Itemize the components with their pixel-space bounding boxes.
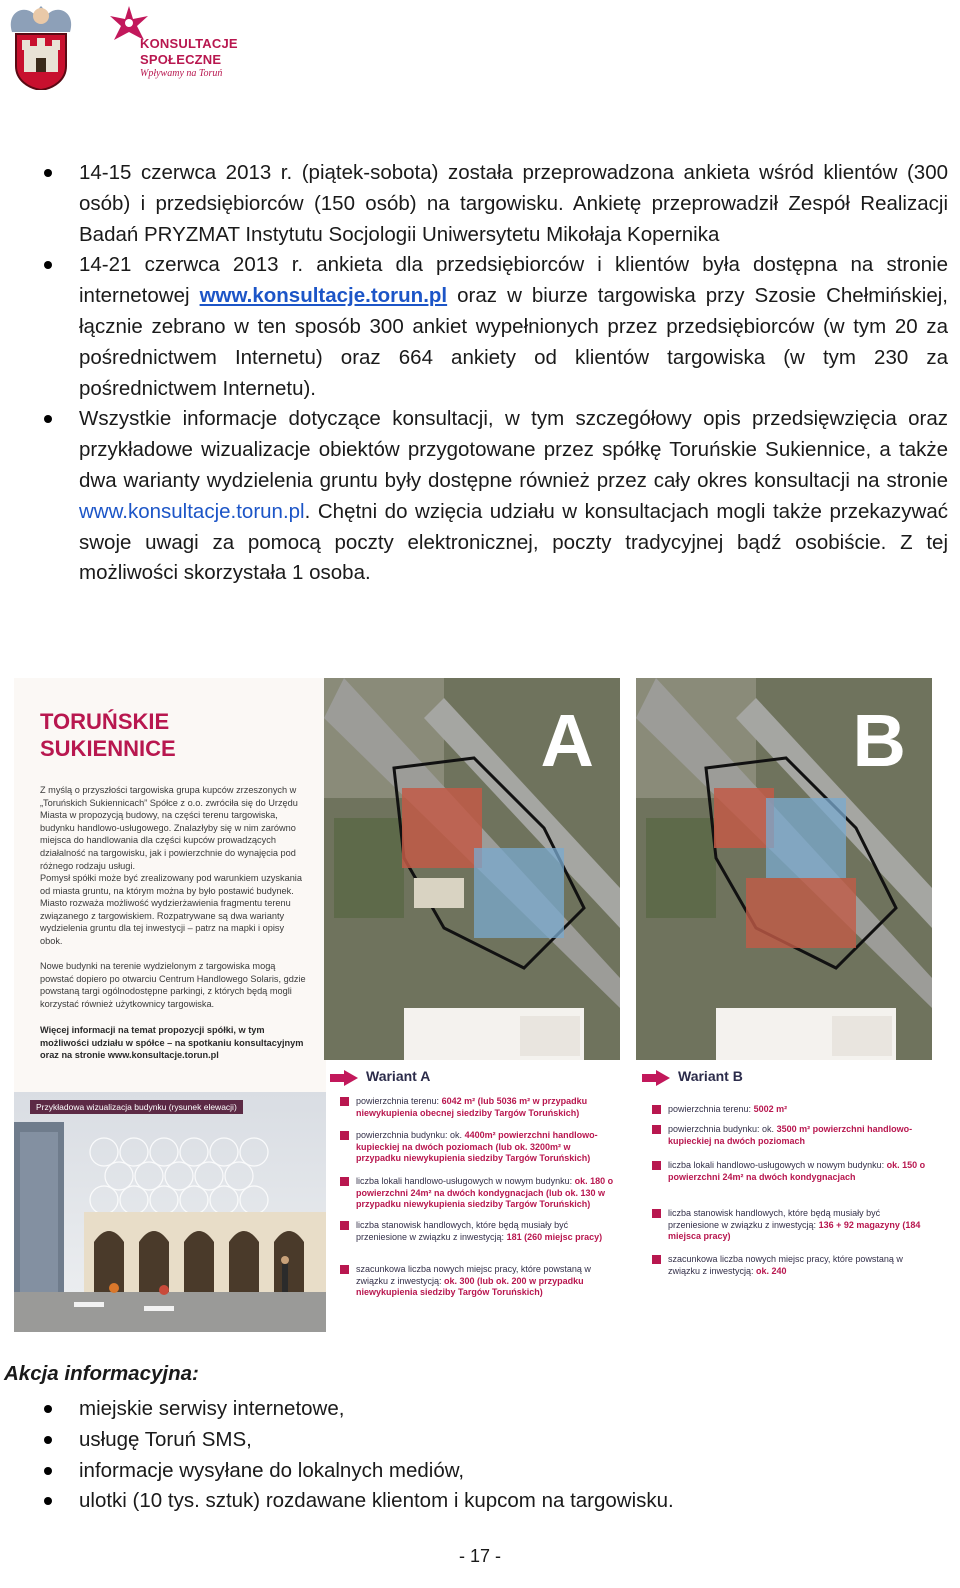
variant-b-title: Wariant B xyxy=(678,1068,743,1084)
bullet-text: ulotki (10 tys. sztuk) rozdawane klientom i kupcom na targowisku. xyxy=(79,1489,674,1513)
item-value: 5002 m² xyxy=(753,1104,788,1114)
bullet-icon xyxy=(44,1405,52,1413)
item-label: liczba lokali handlowo-usługowych w nowym budynku: xyxy=(356,1176,575,1186)
bullet-icon xyxy=(44,1467,52,1475)
variant-b-item xyxy=(668,1254,928,1277)
konsultacje-link[interactable]: www.konsultacje.torun.pl xyxy=(79,499,305,523)
torun-crest-icon xyxy=(4,2,78,90)
variant-a-map xyxy=(324,678,620,1060)
variant-b-item xyxy=(668,1208,928,1243)
variant-a-title: Wariant A xyxy=(366,1068,431,1084)
square-bullet-icon xyxy=(340,1097,349,1106)
item-label: powierzchnia terenu: xyxy=(668,1104,754,1114)
variant-b-item xyxy=(668,1104,928,1116)
bullet-text: 14-21 czerwca 2013 r. ankieta dla przedsiębiorców i klientów była dostępna na stronie internetowej xyxy=(79,253,948,308)
page-header xyxy=(0,0,960,100)
section-heading: Akcja informacyjna: xyxy=(4,1362,199,1385)
leaflet-left-panel xyxy=(14,678,326,1332)
item-label: szacunkowa liczba nowych miejsc pracy, które powstaną w związku z inwestycją: xyxy=(356,1264,591,1286)
logo-title-line1: KONSULTACJE xyxy=(140,36,238,51)
square-bullet-icon xyxy=(652,1209,661,1218)
page-number: - 17 - xyxy=(458,1546,501,1566)
square-bullet-icon xyxy=(340,1265,349,1274)
bullet-icon xyxy=(44,261,52,269)
item-label: powierzchnia terenu: xyxy=(356,1096,442,1106)
bullet-text: oraz w biurze targowiska przy Szosie Chełmińskiej, łącznie zebrano w ten sposób 300 ankiet wypełnionych przez przedsiębiorców (w tym 20 za pośrednictwem Internetu) oraz 664 ankiety od klientów targowiska (w tym 230 za pośrednictwem Internetu). xyxy=(79,284,949,400)
list-item xyxy=(0,1456,960,1487)
leaflet-title xyxy=(40,708,176,762)
list-item xyxy=(0,404,960,589)
leaflet-paragraph: Z myślą o przyszłości targowiska grupa kupców zrzeszonych w „Toruńskich Sukiennicach” Spółce z o.o. zwróciła się do Urzędu Miasta w propozycją budowy, na części terenu targowiska, budynku handlowo-usługowego. Znalazłyby się w nim zarówno miejsca do handlowania dla części kupców prowadzących działalność na targowisku, jak i powierzchnie do wynajęcia pod różnego rodzaju usługi. xyxy=(40,785,298,871)
variant-b-item xyxy=(668,1160,928,1183)
building-visualization xyxy=(14,1092,326,1332)
item-label: szacunkowa liczba nowych miejsc pracy, które powstaną w związku z inwestycją: xyxy=(668,1254,903,1276)
variant-b-item xyxy=(668,1124,928,1147)
item-value: ok. 240 xyxy=(756,1265,787,1276)
bullet-icon xyxy=(44,1436,52,1444)
variant-b-map xyxy=(636,678,932,1060)
item-value: 4400m² powierzchni handlowo-kupieckiej na dwóch poziomach (lub ok. 3200m² w przypadku niewykupienia siedziby Targów Toruńskich) xyxy=(356,1130,598,1164)
list-item xyxy=(0,1486,960,1517)
konsultacje-logo xyxy=(106,4,246,84)
variant-b-letter: B xyxy=(852,699,906,782)
item-value: ok. 180 o powierzchni 24m² na dwóch kondygnacjach (lub ok. 130 w przypadku niewykupienia siedziby Targów Toruńskich) xyxy=(356,1176,614,1210)
bullet-text: . Chętni do wzięcia udziału w konsultacjach mogli także przekazywać swoje uwagi za pomocą poczty elektronicznej, poczty tradycyjnej bądź osobiście. Z tej możliwości skorzystała 1 osoba. xyxy=(79,499,948,585)
bullet-icon xyxy=(44,169,52,177)
consultation-description xyxy=(0,158,960,589)
item-label: liczba stanowisk handlowych, które będą musiały być przeniesione w związku z inwestycją: xyxy=(668,1208,881,1230)
variant-b-details xyxy=(636,1068,932,1332)
variant-a-item xyxy=(356,1176,616,1211)
leaflet-more-info: Więcej informacji na temat propozycji spółki, w tym możliwości udziału w spółce – na spotkaniu konsultacyjnym oraz na stronie www.konsultacje.torun.pl xyxy=(40,1025,304,1061)
leaflet-title-line1: TORUŃSKIE xyxy=(40,709,170,734)
list-item xyxy=(0,1425,960,1456)
item-value: 181 (260 miejsc pracy) xyxy=(506,1231,603,1242)
arrow-right-icon xyxy=(330,1070,358,1086)
logo-tagline: Wpływamy na Toruń xyxy=(140,68,223,79)
variant-a-item xyxy=(356,1220,616,1243)
logo-title-line2: SPOŁECZNE xyxy=(140,52,222,67)
bullet-text: informacje wysyłane do lokalnych mediów, xyxy=(79,1458,465,1482)
list-item xyxy=(0,158,960,250)
variant-a-details xyxy=(324,1068,620,1332)
variant-a-letter: A xyxy=(540,699,594,782)
item-label: powierzchnia budynku: ok. xyxy=(668,1124,777,1134)
bullet-icon xyxy=(44,415,52,423)
bullet-text: 14-15 czerwca 2013 r. (piątek-sobota) została przeprowadzona ankieta wśród klientów (300 osób) i przedsiębiorców (150 osób) na targowisku. Ankietę przeprowadził Zespół Realizacji Badań PRYZMAT Instytutu Socjologii Uniwersytetu Mikołaja Kopernika xyxy=(79,161,948,246)
list-item xyxy=(0,1394,960,1425)
square-bullet-icon xyxy=(652,1125,661,1134)
square-bullet-icon xyxy=(652,1161,661,1170)
bullet-text: miejskie serwisy internetowe, xyxy=(79,1397,345,1420)
item-value: 3500 m² powierzchni handlowo-kupieckiej na dwóch poziomach xyxy=(668,1124,913,1146)
render-caption: Przykładowa wizualizacja budynku (rysunek elewacji) xyxy=(30,1100,243,1114)
variant-a-item xyxy=(356,1264,616,1299)
square-bullet-icon xyxy=(340,1221,349,1230)
arrow-right-icon xyxy=(642,1070,670,1086)
bullet-icon xyxy=(44,1497,52,1505)
bullet-text: usługę Toruń SMS, xyxy=(79,1427,252,1451)
variant-a-item xyxy=(356,1096,616,1119)
sukiennice-leaflet xyxy=(14,678,938,1332)
leaflet-paragraph: Pomysł spółki może być zrealizowany pod warunkiem uzyskania od miasta gruntu, na którym można by było postawić budynek. Miasto rozważa możliwość wydzierżawienia fragmentu terenu związanego z targowiskiem. Rozpatrywane są dwa warianty wydzielenia gruntu dla tej inwestycji – patrz na mapki i opisy obok. xyxy=(40,873,302,946)
square-bullet-icon xyxy=(652,1105,661,1114)
item-value: 6042 m² (lub 5036 m² w przypadku niewykupienia obecnej siedziby Targów Toruńskich) xyxy=(356,1096,588,1118)
item-value: ok. 150 o powierzchni 24m² na dwóch kondygnacjach xyxy=(668,1160,926,1182)
item-value: 136 + 92 magazyny (184 miejsca pracy) xyxy=(668,1219,921,1242)
item-label: liczba lokali handlowo-usługowych w nowym budynku: xyxy=(668,1160,887,1170)
list-item xyxy=(0,250,960,404)
square-bullet-icon xyxy=(652,1255,661,1264)
leaflet-paragraph: Nowe budynki na terenie wydzielonym z targowiska mogą powstać dopiero po otwarciu Centrum Handlowego Solaris, gdzie powstaną targi ogólnodostępne parkingi, z których będą mogli korzystać również użytkownicy targowiska. xyxy=(40,961,306,1009)
variant-a-item xyxy=(356,1130,616,1165)
bullet-text: Wszystkie informacje dotyczące konsultacji, w tym szczegółowy opis przedsięwzięcia oraz przykładowe wizualizacje obiektów przygotowane przez spółkę Toruńskie Sukiennice, a także dwa warianty wydzielenia gruntu były dostępne również przez cały okres konsultacji na stronie xyxy=(79,407,948,492)
building-render-image xyxy=(14,1092,326,1332)
leaflet-title-line2: SUKIENNICE xyxy=(40,736,176,761)
item-value: ok. 300 (lub ok. 200 w przypadku niewykupienia siedziby Targów Toruńskich) xyxy=(356,1275,584,1298)
item-label: liczba stanowisk handlowych, które będą musiały być przeniesione w związku z inwestycją: xyxy=(356,1220,569,1242)
konsultacje-link[interactable]: www.konsultacje.torun.pl xyxy=(199,284,448,308)
item-label: powierzchnia budynku: ok. xyxy=(356,1130,465,1140)
square-bullet-icon xyxy=(340,1177,349,1186)
square-bullet-icon xyxy=(340,1131,349,1140)
